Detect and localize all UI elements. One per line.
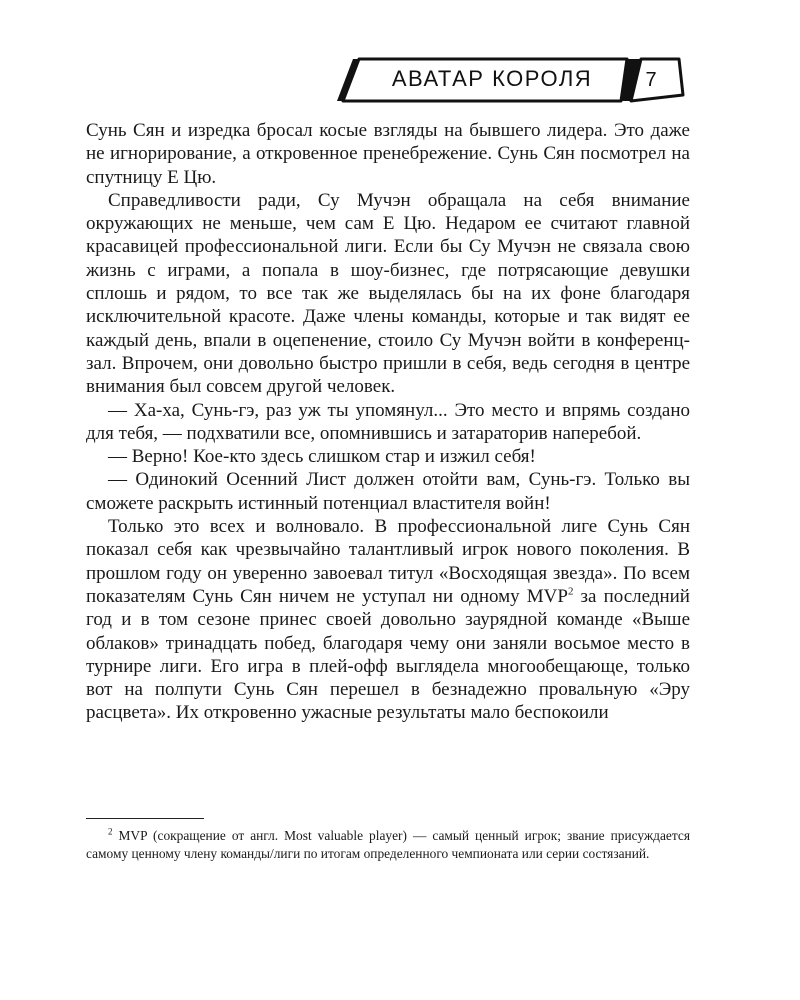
paragraph-text: за последний год и в том сезоне принес своей довольно заурядной команде «Выше облаков» тринадцать побед, благодаря чему они заняли восьмое место в турнире лиги. Его игра в плей-офф выглядела многообещающе, только вот на полпути Сунь Сян перешел в безнадежно провальную «Эру расцвета». Их откровенно ужасные результаты мало беспокоили <box>86 585 690 724</box>
dialogue-line: — Одинокий Осенний Лист должен отойти вам, Сунь-гэ. Только вы сможете раскрыть истинный потенциал властителя войн! <box>86 469 690 514</box>
paragraph: Справедливости ради, Су Мучэн обращала на себя внимание окружающих не меньше, чем сам Е Цю. Недаром ее считают главной красавицей профессиональной лиги. Если бы Су Мучэн не связала свою жизнь с играми, а попала в шоу-бизнес, где потрясающие девушки сплошь и рядом, то все так же выделялась бы на их фоне благодаря исключительной красоте. Даже члены команды, которые и так видят ее каждый день, впали в оцепенение, стоило Су Мучэн войти в конференц-зал. Впрочем, они довольно быстро пришли в себя, ведь сегодня в центре внимания был совсем другой человек. <box>86 189 690 398</box>
footnote-divider <box>86 818 204 819</box>
footnote-text: MVP (сокращение от англ. Most valuable player) — самый ценный игрок; звание присуждается самому ценному члену команды/лиги по итогам определенного чемпионата или серии состязаний. <box>86 828 690 861</box>
running-title: АВАТАР КОРОЛЯ <box>391 66 593 91</box>
dialogue-line: — Ха-ха, Сунь-гэ, раз уж ты упомянул... Это место и впрямь создано для тебя, — подхватили все, опомнившись и затараторив наперебой. <box>86 399 690 444</box>
paragraph: Сунь Сян и изредка бросал косые взгляды на бывшего лидера. Это даже не игнорирование, а откровенное пренебрежение. Сунь Сян посмотрел на спутницу Е Цю. <box>86 120 690 188</box>
paragraph-text: Только это всех и волновало. В профессиональной лиге Сунь Сян показал себя как чрезвычайно талантливый игрок нового поколения. В прошлом году он уверенно завоевал титул «Восходящая звезда». По всем показателям Сунь Сян ничем не уступал ни одному MVP <box>86 516 690 607</box>
dialogue-line: — Верно! Кое-кто здесь слишком стар и изжил себя! <box>108 446 536 468</box>
footnote-marker: 2 <box>108 826 113 837</box>
footnote-reference: 2 <box>567 585 574 598</box>
page-number: 7 <box>645 69 657 91</box>
running-header <box>335 57 685 103</box>
main-text <box>86 119 690 725</box>
footnote <box>86 827 690 862</box>
paragraph <box>86 515 690 725</box>
